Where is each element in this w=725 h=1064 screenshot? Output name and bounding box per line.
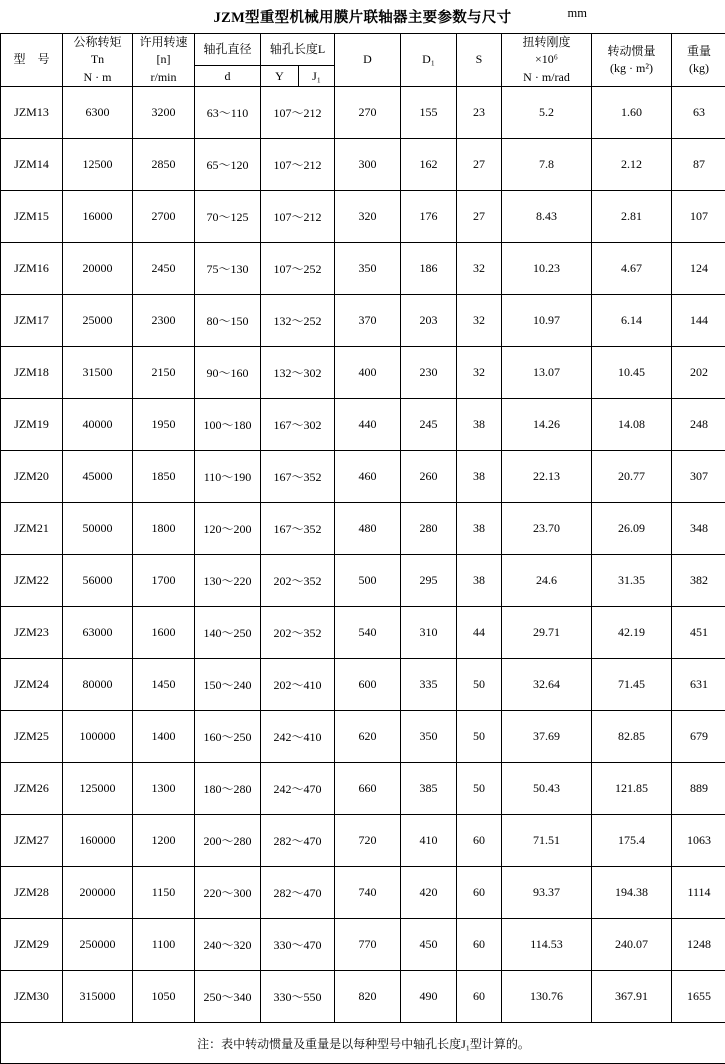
table-row [1,87,725,139]
header-D: D [335,34,401,87]
cell-model: JZM17 [1,295,63,347]
cell-weight: 107 [672,191,725,243]
cell-bore-diameter: 90～160 [195,347,261,399]
cell-nominal-torque: 250000 [63,919,133,971]
cell-S: 44 [457,607,502,659]
unit-label: mm [568,6,587,21]
cell-model: JZM28 [1,867,63,919]
cell-D1: 350 [401,711,457,763]
cell-weight: 307 [672,451,725,503]
cell-S: 50 [457,763,502,815]
cell-bore-length: 330～550 [261,971,335,1023]
cell-D1: 335 [401,659,457,711]
cell-S: 27 [457,139,502,191]
cell-S: 38 [457,399,502,451]
cell-bore-length: 107～212 [261,191,335,243]
cell-nominal-torque: 160000 [63,815,133,867]
table-row [1,243,725,295]
cell-D1: 310 [401,607,457,659]
table-row [1,659,725,711]
cell-inertia: 10.45 [592,347,672,399]
cell-allowable-speed: 1700 [133,555,195,607]
cell-bore-length: 132～252 [261,295,335,347]
cell-torsional-stiffness: 10.23 [502,243,592,295]
cell-bore-length: 167～352 [261,503,335,555]
cell-S: 38 [457,451,502,503]
cell-model: JZM22 [1,555,63,607]
cell-weight: 679 [672,711,725,763]
cell-inertia: 26.09 [592,503,672,555]
cell-inertia: 121.85 [592,763,672,815]
cell-S: 27 [457,191,502,243]
table-row [1,295,725,347]
cell-D1: 295 [401,555,457,607]
cell-inertia: 1.60 [592,87,672,139]
cell-bore-diameter: 250～340 [195,971,261,1023]
cell-allowable-speed: 1600 [133,607,195,659]
parameters-table [0,33,725,1064]
cell-weight: 124 [672,243,725,295]
cell-nominal-torque: 31500 [63,347,133,399]
cell-inertia: 2.12 [592,139,672,191]
cell-allowable-speed: 1300 [133,763,195,815]
cell-torsional-stiffness: 22.13 [502,451,592,503]
cell-nominal-torque: 125000 [63,763,133,815]
table-header [1,34,725,87]
cell-allowable-speed: 2300 [133,295,195,347]
header-S: S [457,34,502,87]
cell-D1: 186 [401,243,457,295]
cell-torsional-stiffness: 29.71 [502,607,592,659]
cell-S: 50 [457,711,502,763]
cell-bore-length: 167～352 [261,451,335,503]
cell-bore-diameter: 70～125 [195,191,261,243]
cell-allowable-speed: 1100 [133,919,195,971]
cell-bore-length: 242～470 [261,763,335,815]
cell-allowable-speed: 1150 [133,867,195,919]
cell-weight: 144 [672,295,725,347]
cell-nominal-torque: 63000 [63,607,133,659]
cell-model: JZM15 [1,191,63,243]
cell-S: 60 [457,815,502,867]
cell-D: 320 [335,191,401,243]
cell-inertia: 194.38 [592,867,672,919]
cell-allowable-speed: 2150 [133,347,195,399]
header-weight: 重量 (kg) [672,34,725,87]
cell-D: 350 [335,243,401,295]
cell-inertia: 240.07 [592,919,672,971]
cell-allowable-speed: 1950 [133,399,195,451]
table-row [1,711,725,763]
cell-model: JZM21 [1,503,63,555]
cell-S: 60 [457,971,502,1023]
cell-bore-diameter: 150～240 [195,659,261,711]
cell-weight: 382 [672,555,725,607]
cell-weight: 348 [672,503,725,555]
cell-weight: 87 [672,139,725,191]
cell-inertia: 71.45 [592,659,672,711]
table-row [1,867,725,919]
cell-bore-diameter: 75～130 [195,243,261,295]
page-title: JZM型重型机械用膜片联轴器主要参数与尺寸 [214,6,512,27]
cell-S: 50 [457,659,502,711]
cell-bore-length: 242～410 [261,711,335,763]
cell-D1: 162 [401,139,457,191]
cell-model: JZM24 [1,659,63,711]
cell-nominal-torque: 56000 [63,555,133,607]
cell-weight: 1063 [672,815,725,867]
cell-nominal-torque: 315000 [63,971,133,1023]
cell-S: 32 [457,295,502,347]
cell-D: 440 [335,399,401,451]
cell-inertia: 20.77 [592,451,672,503]
cell-bore-diameter: 200～280 [195,815,261,867]
cell-bore-length: 282～470 [261,815,335,867]
cell-nominal-torque: 16000 [63,191,133,243]
cell-torsional-stiffness: 14.26 [502,399,592,451]
table-row [1,607,725,659]
cell-bore-length: 132～302 [261,347,335,399]
table-row [1,815,725,867]
cell-weight: 1248 [672,919,725,971]
cell-inertia: 2.81 [592,191,672,243]
cell-weight: 1114 [672,867,725,919]
cell-bore-diameter: 63～110 [195,87,261,139]
cell-bore-diameter: 120～200 [195,503,261,555]
cell-D1: 203 [401,295,457,347]
cell-nominal-torque: 45000 [63,451,133,503]
cell-torsional-stiffness: 13.07 [502,347,592,399]
cell-nominal-torque: 40000 [63,399,133,451]
cell-bore-diameter: 180～280 [195,763,261,815]
table-row [1,919,725,971]
cell-D: 500 [335,555,401,607]
table-row [1,399,725,451]
cell-torsional-stiffness: 24.6 [502,555,592,607]
cell-torsional-stiffness: 8.43 [502,191,592,243]
cell-torsional-stiffness: 114.53 [502,919,592,971]
cell-allowable-speed: 2700 [133,191,195,243]
cell-model: JZM23 [1,607,63,659]
cell-weight: 631 [672,659,725,711]
cell-bore-diameter: 220～300 [195,867,261,919]
cell-nominal-torque: 50000 [63,503,133,555]
cell-bore-length: 107～252 [261,243,335,295]
table-row [1,347,725,399]
cell-D1: 490 [401,971,457,1023]
header-D1: D₁ [401,34,457,87]
cell-torsional-stiffness: 93.37 [502,867,592,919]
cell-inertia: 42.19 [592,607,672,659]
cell-D: 600 [335,659,401,711]
cell-bore-diameter: 80～150 [195,295,261,347]
cell-D1: 245 [401,399,457,451]
cell-torsional-stiffness: 10.97 [502,295,592,347]
table-row [1,139,725,191]
header-torsional-stiffness: 扭转刚度 ×10⁶ N · m/rad [502,34,592,87]
cell-S: 32 [457,347,502,399]
cell-allowable-speed: 2850 [133,139,195,191]
title-row [0,0,725,33]
cell-D: 460 [335,451,401,503]
cell-allowable-speed: 1200 [133,815,195,867]
cell-allowable-speed: 2450 [133,243,195,295]
cell-D: 540 [335,607,401,659]
header-inertia: 转动惯量 (kg · m²) [592,34,672,87]
cell-bore-length: 107～212 [261,139,335,191]
cell-D: 270 [335,87,401,139]
cell-allowable-speed: 1450 [133,659,195,711]
header-bore-length-y: Y [261,66,299,87]
cell-model: JZM18 [1,347,63,399]
cell-D1: 230 [401,347,457,399]
cell-S: 60 [457,919,502,971]
cell-inertia: 367.91 [592,971,672,1023]
cell-bore-diameter: 140～250 [195,607,261,659]
cell-inertia: 6.14 [592,295,672,347]
cell-inertia: 4.67 [592,243,672,295]
cell-inertia: 175.4 [592,815,672,867]
cell-D1: 280 [401,503,457,555]
table-row [1,555,725,607]
cell-D: 740 [335,867,401,919]
cell-model: JZM14 [1,139,63,191]
header-bore-diameter-group: 轴孔直径 [195,34,261,66]
cell-S: 60 [457,867,502,919]
cell-inertia: 31.35 [592,555,672,607]
header-bore-length-j1: J₁ [299,66,335,87]
cell-bore-length: 202～352 [261,607,335,659]
header-bore-length-group: 轴孔长度L [261,34,335,66]
cell-inertia: 14.08 [592,399,672,451]
cell-allowable-speed: 1850 [133,451,195,503]
cell-model: JZM19 [1,399,63,451]
cell-inertia: 82.85 [592,711,672,763]
cell-D: 820 [335,971,401,1023]
cell-bore-diameter: 100～180 [195,399,261,451]
cell-bore-length: 107～212 [261,87,335,139]
cell-D1: 155 [401,87,457,139]
cell-D1: 420 [401,867,457,919]
cell-weight: 889 [672,763,725,815]
cell-S: 38 [457,555,502,607]
cell-bore-diameter: 240～320 [195,919,261,971]
cell-D: 660 [335,763,401,815]
cell-torsional-stiffness: 5.2 [502,87,592,139]
cell-model: JZM29 [1,919,63,971]
cell-nominal-torque: 25000 [63,295,133,347]
cell-bore-length: 330～470 [261,919,335,971]
cell-torsional-stiffness: 32.64 [502,659,592,711]
cell-torsional-stiffness: 7.8 [502,139,592,191]
cell-D1: 410 [401,815,457,867]
header-model: 型 号 [1,34,63,87]
cell-model: JZM13 [1,87,63,139]
cell-bore-diameter: 65～120 [195,139,261,191]
cell-torsional-stiffness: 130.76 [502,971,592,1023]
cell-torsional-stiffness: 71.51 [502,815,592,867]
cell-bore-diameter: 110～190 [195,451,261,503]
cell-D: 370 [335,295,401,347]
cell-weight: 248 [672,399,725,451]
table-footer [1,1023,725,1064]
table-body [1,87,725,1023]
cell-nominal-torque: 12500 [63,139,133,191]
cell-weight: 202 [672,347,725,399]
table-row [1,503,725,555]
cell-nominal-torque: 6300 [63,87,133,139]
cell-nominal-torque: 100000 [63,711,133,763]
cell-D1: 176 [401,191,457,243]
cell-D: 720 [335,815,401,867]
cell-model: JZM26 [1,763,63,815]
cell-bore-length: 282～470 [261,867,335,919]
cell-S: 23 [457,87,502,139]
cell-D: 480 [335,503,401,555]
header-torque: 公称转矩 Tn N · m [63,34,133,87]
table-row [1,451,725,503]
cell-D1: 260 [401,451,457,503]
cell-weight: 1655 [672,971,725,1023]
cell-model: JZM30 [1,971,63,1023]
cell-allowable-speed: 3200 [133,87,195,139]
table-note: 注：表中转动惯量及重量是以每种型号中轴孔长度J₁型计算的。 [1,1023,725,1064]
cell-allowable-speed: 1400 [133,711,195,763]
cell-nominal-torque: 80000 [63,659,133,711]
cell-S: 38 [457,503,502,555]
cell-nominal-torque: 20000 [63,243,133,295]
cell-bore-length: 202～352 [261,555,335,607]
cell-model: JZM27 [1,815,63,867]
table-row [1,191,725,243]
cell-D: 770 [335,919,401,971]
cell-D1: 450 [401,919,457,971]
header-speed: 许用转速 [n] r/min [133,34,195,87]
table-row [1,971,725,1023]
cell-D: 400 [335,347,401,399]
cell-bore-diameter: 160～250 [195,711,261,763]
cell-allowable-speed: 1800 [133,503,195,555]
header-bore-diameter-d: d [195,66,261,87]
cell-torsional-stiffness: 37.69 [502,711,592,763]
cell-weight: 451 [672,607,725,659]
cell-bore-length: 202～410 [261,659,335,711]
cell-bore-diameter: 130～220 [195,555,261,607]
cell-S: 32 [457,243,502,295]
cell-torsional-stiffness: 50.43 [502,763,592,815]
cell-nominal-torque: 200000 [63,867,133,919]
cell-torsional-stiffness: 23.70 [502,503,592,555]
cell-weight: 63 [672,87,725,139]
cell-D1: 385 [401,763,457,815]
table-row [1,763,725,815]
cell-model: JZM25 [1,711,63,763]
cell-bore-length: 167～302 [261,399,335,451]
cell-D: 300 [335,139,401,191]
cell-allowable-speed: 1050 [133,971,195,1023]
cell-model: JZM20 [1,451,63,503]
cell-D: 620 [335,711,401,763]
cell-model: JZM16 [1,243,63,295]
